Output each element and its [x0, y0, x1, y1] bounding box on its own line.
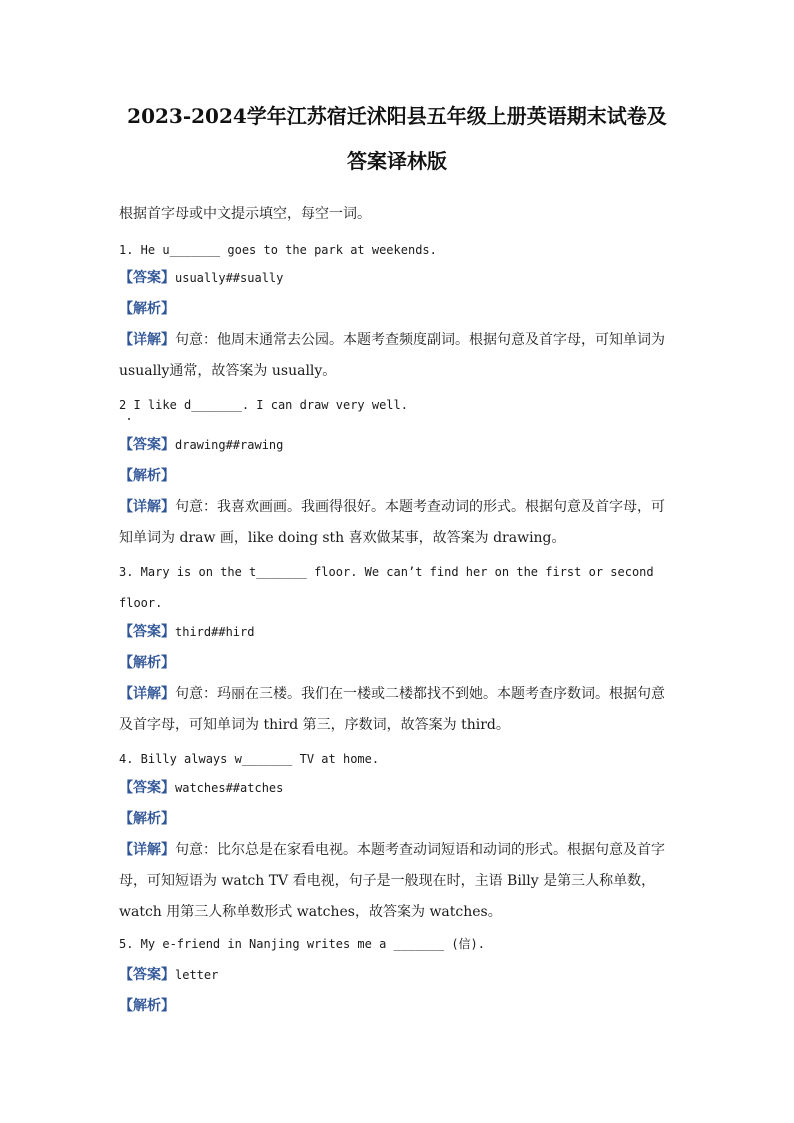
question-3-answer-row: [119, 625, 254, 640]
question-2-detail-row: [119, 500, 665, 514]
answer-label: 【答案】: [119, 780, 175, 796]
question-3-analysis-label: 【解析】: [119, 655, 175, 671]
question-1-answer: usually##sually: [175, 271, 284, 285]
question-5-analysis-label: 【解析】: [119, 998, 175, 1014]
question-3-stem-continued: floor.: [119, 596, 163, 610]
question-3-stem: 3. Mary is on the t_______ floor. We can’t find her on the first or second: [119, 565, 654, 579]
answer-label: 【答案】: [119, 270, 175, 286]
detail-label: 【详解】: [119, 686, 175, 702]
question-4-detail-line: watch 用第三人称单数形式 watches，故答案为 watches。: [119, 904, 502, 920]
detail-label: 【详解】: [119, 332, 175, 348]
question-3-answer: third##hird: [175, 625, 255, 639]
question-2-answer: drawing##rawing: [175, 438, 284, 452]
question-1-detail-line: 句意：他周末通常去公园。本题考查频度副词。根据句意及首字母，可知单词为: [175, 332, 665, 348]
page-title-line2: 答案译林版: [347, 149, 447, 173]
page-title-line1: 2023-2024学年江苏宿迁沭阳县五年级上册英语期末试卷及: [127, 104, 667, 128]
answer-label: 【答案】: [119, 967, 175, 983]
question-4-detail-line: 句意：比尔总是在家看电视。本题考查动词短语和动词的形式。根据句意及首字: [175, 842, 665, 858]
question-5-answer: letter: [175, 968, 219, 982]
question-4-answer: watches##atches: [175, 781, 284, 795]
question-2-detail-line: 句意：我喜欢画画。我画得很好。本题考查动词的形式。根据句意及首字母，可: [175, 499, 665, 515]
stray-dot-mark: [128, 418, 130, 420]
question-3-detail-line: 句意：玛丽在三楼。我们在一楼或二楼都找不到她。本题考查序数词。根据句意: [175, 686, 665, 702]
question-4-detail-row: [119, 843, 665, 857]
question-1-answer-row: [119, 271, 283, 286]
instruction-text: 根据首字母或中文提示填空，每空一词。: [119, 206, 371, 222]
detail-label: 【详解】: [119, 499, 175, 515]
question-2-answer-row: [119, 438, 283, 453]
question-4-answer-row: [119, 781, 283, 796]
question-1-stem: 1. He u_______ goes to the park at weekends.: [119, 243, 437, 257]
question-4-detail-line: 母，可知短语为 watch TV 看电视，句子是一般现在时，主语 Billy 是第三人称单数，: [119, 873, 656, 889]
question-2-detail-line: 知单词为 draw 画，like doing sth 喜欢做某事，故答案为 drawing。: [119, 530, 566, 546]
question-4-analysis-label: 【解析】: [119, 811, 175, 827]
question-1-detail-row: [119, 333, 665, 347]
answer-label: 【答案】: [119, 624, 175, 640]
answer-label: 【答案】: [119, 437, 175, 453]
question-2-stem: 2 I like d_______. I can draw very well.: [119, 398, 408, 412]
question-5-stem: 5. My e-friend in Nanjing writes me a _______ (信).: [119, 937, 486, 951]
question-2-analysis-label: 【解析】: [119, 468, 175, 484]
question-5-answer-row: [119, 968, 218, 983]
question-4-stem: 4. Billy always w_______ TV at home.: [119, 752, 380, 766]
question-3-detail-row: [119, 687, 665, 701]
question-1-detail-line: usually通常，故答案为 usually。: [119, 363, 337, 379]
detail-label: 【详解】: [119, 842, 175, 858]
question-3-detail-line: 及首字母，可知单词为 third 第三，序数词，故答案为 third。: [119, 717, 510, 733]
question-1-analysis-label: 【解析】: [119, 301, 175, 317]
